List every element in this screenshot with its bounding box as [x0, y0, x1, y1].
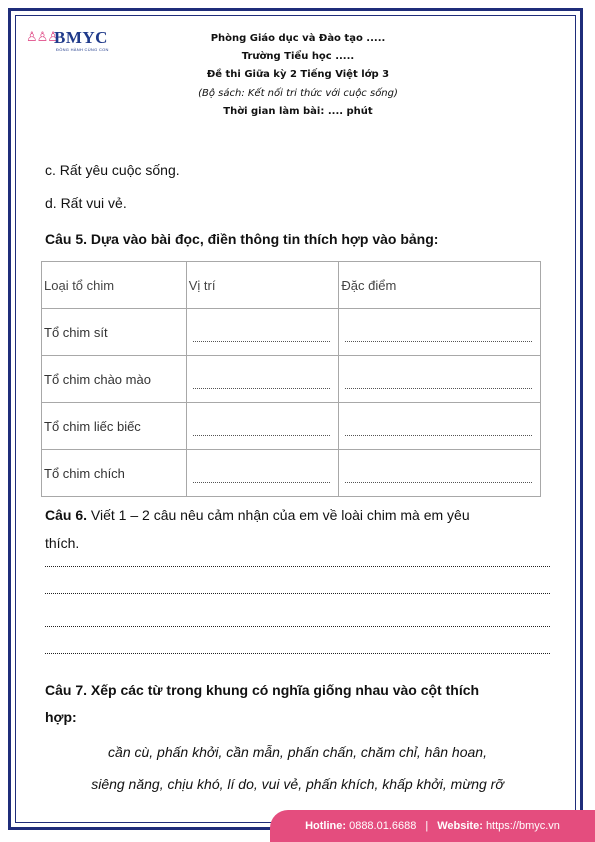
table-row	[42, 356, 541, 403]
table-header-cell: Đặc điểm	[339, 262, 541, 309]
option-d: d. Rất vui vẻ.	[45, 195, 127, 211]
logo-word: BMYC	[54, 28, 108, 47]
blank-cell[interactable]	[186, 309, 339, 356]
table-row	[42, 309, 541, 356]
answer-line[interactable]	[45, 566, 550, 567]
word-list-line-2: siêng năng, chịu khó, lí do, vui vẻ, phấn khích, khấp khởi, mừng rỡ	[91, 776, 504, 792]
blank-cell[interactable]	[339, 356, 541, 403]
footer-separator: |	[425, 820, 429, 832]
table-row-label: Tổ chim chào mào	[42, 356, 187, 403]
question-7-title: Câu 7. Xếp các từ trong khung có nghĩa giống nhau vào cột thích	[45, 682, 480, 698]
question-6-text: Viết 1 – 2 câu nêu cảm nhận của em về loài chim mà em yêu	[90, 507, 470, 523]
document-header	[120, 30, 476, 121]
blank-cell[interactable]	[186, 356, 339, 403]
nest-table	[41, 261, 541, 497]
table-header-cell: Loại tổ chim	[42, 262, 187, 309]
header-duration: Thời gian làm bài: .... phút	[223, 105, 373, 117]
header-book-series: (Bộ sách: Kết nối tri thức với cuộc sống)	[198, 87, 398, 99]
table-header-cell: Vị trí	[186, 262, 339, 309]
table-row-label: Tổ chim sít	[42, 309, 187, 356]
question-5-title: Câu 5. Dựa vào bài đọc, điền thông tin thích hợp vào bảng:	[45, 231, 439, 247]
website-link[interactable]: https://bmyc.vn	[485, 820, 560, 832]
table-row	[42, 403, 541, 450]
table-row	[42, 450, 541, 497]
blank-cell[interactable]	[186, 403, 339, 450]
table-header-row	[42, 262, 541, 309]
word-list-line-1: cần cù, phấn khởi, cần mẫn, phấn chấn, chăm chỉ, hân hoan,	[108, 744, 487, 760]
header-school: Trường Tiểu học .....	[241, 51, 355, 63]
table-row-label: Tổ chim chích	[42, 450, 187, 497]
answer-line[interactable]	[45, 593, 550, 594]
bmyc-logo	[26, 28, 116, 54]
hotline-label: Hotline:	[305, 820, 347, 832]
blank-cell[interactable]	[186, 450, 339, 497]
blank-cell[interactable]	[339, 309, 541, 356]
table-row-label: Tổ chim liếc biếc	[42, 403, 187, 450]
option-c: c. Rất yêu cuộc sống.	[45, 162, 180, 178]
header-department: Phòng Giáo dục và Đào tạo .....	[210, 33, 386, 44]
website-label: Website:	[437, 820, 483, 832]
blank-cell[interactable]	[339, 450, 541, 497]
question-6	[45, 507, 550, 523]
header-exam-title: Đề thi Giữa kỳ 2 Tiếng Việt lớp 3	[206, 69, 390, 81]
hotline-number[interactable]: 0888.01.6688	[349, 820, 417, 832]
contact-footer	[270, 810, 595, 842]
question-6-label: Câu 6.	[45, 507, 88, 523]
answer-line[interactable]	[45, 653, 550, 654]
question-6-text-cont: thích.	[45, 535, 80, 551]
question-7-title-cont: hợp:	[45, 709, 77, 725]
answer-line[interactable]	[45, 626, 550, 627]
blank-cell[interactable]	[339, 403, 541, 450]
logo-tagline: ĐỒNG HÀNH CÙNG CON	[56, 47, 109, 52]
logo-figures-icon: ♙♙♙	[26, 30, 58, 45]
